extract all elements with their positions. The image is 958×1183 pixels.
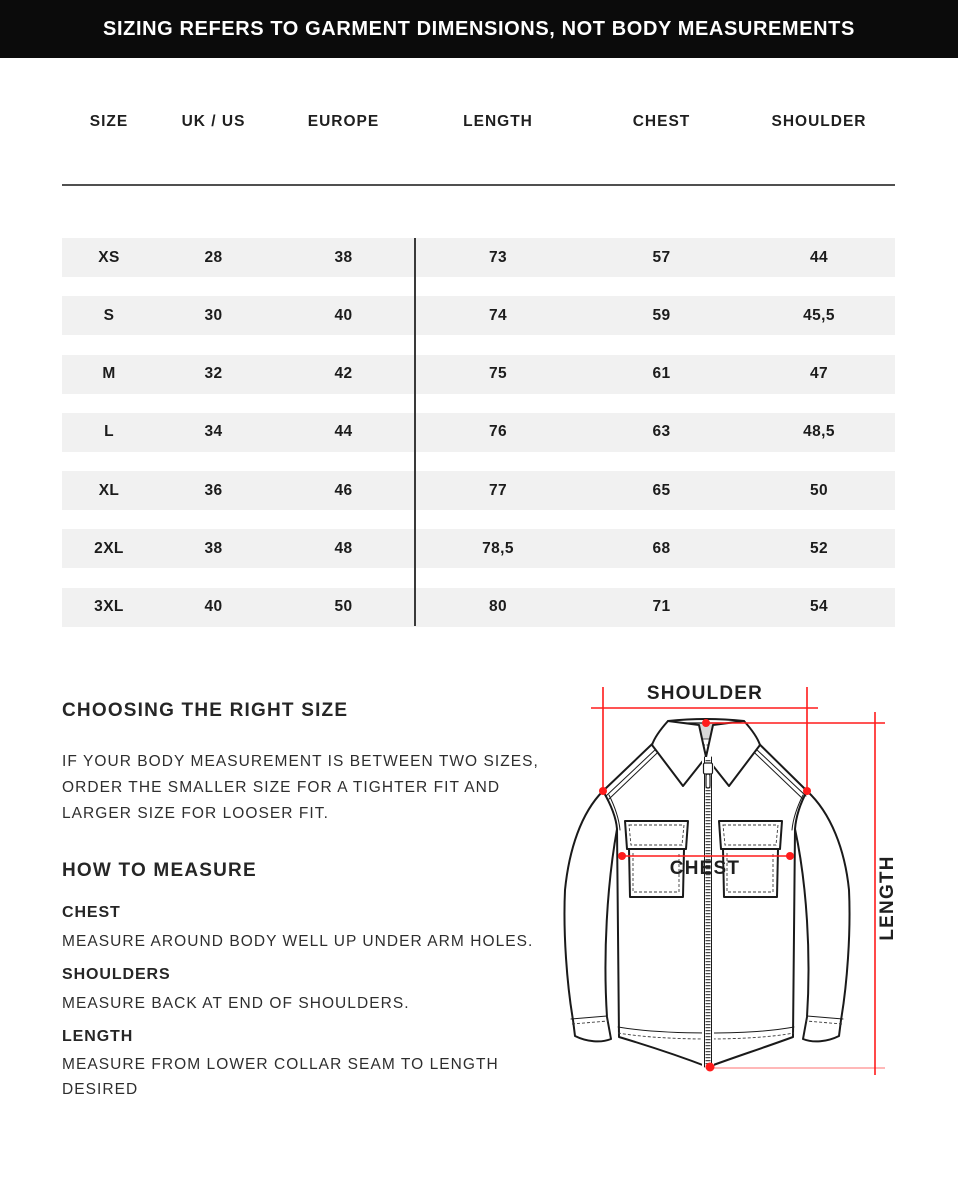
table-cell: 77: [488, 481, 508, 499]
measure-length-label: LENGTH: [62, 1028, 134, 1045]
table-cell: 68: [652, 539, 671, 557]
table-cell: L: [104, 423, 114, 441]
measure-chest-text: MEASURE AROUND BODY WELL UP UNDER ARM HOLES.: [62, 933, 534, 950]
table-cell: 76: [488, 423, 508, 441]
table-cell: 32: [204, 365, 223, 383]
table-row-2xl: [62, 529, 895, 568]
table-row-3xl: [62, 588, 895, 627]
garment-diagram: [555, 665, 958, 1085]
table-cell: 34: [204, 423, 223, 441]
zipper-pull: [706, 774, 710, 788]
table-row-xl: [62, 471, 895, 510]
table-row-m: [62, 355, 895, 394]
table-cell: 48: [334, 539, 353, 557]
sizing-disclaimer-banner: [0, 0, 958, 58]
table-cell: 57: [652, 248, 671, 266]
table-cell: 3XL: [94, 598, 124, 616]
table-cell: 2XL: [94, 539, 124, 557]
choosing-size-body: IF YOUR BODY MEASUREMENT IS BETWEEN TWO SIZES, ORDER THE SMALLER SIZE FOR A TIGHTER FIT AND LARGER SIZE FOR LOOSER FIT.: [62, 753, 539, 822]
table-cell: 59: [652, 306, 671, 324]
measure-shoulders-label: SHOULDERS: [62, 966, 171, 983]
table-cell: 54: [809, 598, 829, 616]
table-cell: S: [103, 306, 115, 324]
table-cell: 80: [488, 598, 508, 616]
size-table-body: [62, 238, 895, 627]
zipper: [702, 757, 714, 1068]
diagram-length-label: LENGTH: [877, 855, 898, 941]
table-cell: 28: [204, 248, 223, 266]
column-header-uk-us: UK / US: [181, 113, 246, 130]
column-header-chest: CHEST: [632, 113, 691, 130]
table-cell: 36: [204, 481, 223, 499]
table-cell: 50: [809, 481, 829, 499]
table-cell: 75: [488, 365, 508, 383]
table-cell: 46: [334, 481, 353, 499]
table-column-divider: [414, 238, 416, 626]
table-row-s: [62, 296, 895, 335]
table-cell: 78,5: [482, 539, 514, 557]
table-cell: 73: [488, 248, 508, 266]
table-cell: 30: [204, 306, 223, 324]
table-cell: 71: [652, 598, 671, 616]
column-header-europe: EUROPE: [307, 113, 380, 130]
zipper-slider: [704, 763, 713, 774]
table-cell: XS: [98, 248, 120, 266]
table-cell: 52: [809, 539, 829, 557]
column-header-size: SIZE: [89, 113, 129, 130]
table-cell: 44: [334, 423, 353, 441]
measure-chest-label: CHEST: [62, 904, 121, 921]
size-table-header: [62, 113, 895, 131]
diagram-chest-label: CHEST: [669, 858, 741, 879]
table-cell: 65: [652, 481, 671, 499]
table-cell: 48,5: [803, 423, 835, 441]
table-cell: XL: [98, 481, 120, 499]
table-cell: M: [102, 365, 116, 383]
table-cell: 40: [334, 306, 353, 324]
table-row-l: [62, 413, 895, 452]
table-cell: 74: [488, 306, 508, 324]
table-cell: 44: [809, 248, 829, 266]
table-cell: 42: [334, 365, 353, 383]
measure-length-text: MEASURE FROM LOWER COLLAR SEAM TO LENGTH DESIRED: [62, 1056, 499, 1098]
table-cell: 40: [204, 598, 223, 616]
table-row-xs: [62, 238, 895, 277]
table-cell: 38: [204, 539, 223, 557]
how-to-measure-heading: HOW TO MEASURE: [62, 860, 257, 881]
column-header-length: LENGTH: [463, 113, 533, 130]
column-header-shoulder: SHOULDER: [771, 113, 867, 130]
table-cell: 47: [809, 365, 829, 383]
measure-shoulders-text: MEASURE BACK AT END OF SHOULDERS.: [62, 995, 410, 1012]
header-divider-rule: [62, 184, 895, 186]
table-cell: 50: [334, 598, 353, 616]
table-cell: 61: [652, 365, 671, 383]
table-cell: 38: [334, 248, 353, 266]
diagram-shoulder-label: SHOULDER: [646, 683, 764, 704]
table-cell: 63: [652, 423, 671, 441]
choosing-size-heading: CHOOSING THE RIGHT SIZE: [62, 700, 349, 721]
banner-text: SIZING REFERS TO GARMENT DIMENSIONS, NOT BODY MEASUREMENTS: [103, 17, 855, 40]
table-cell: 45,5: [803, 306, 835, 324]
